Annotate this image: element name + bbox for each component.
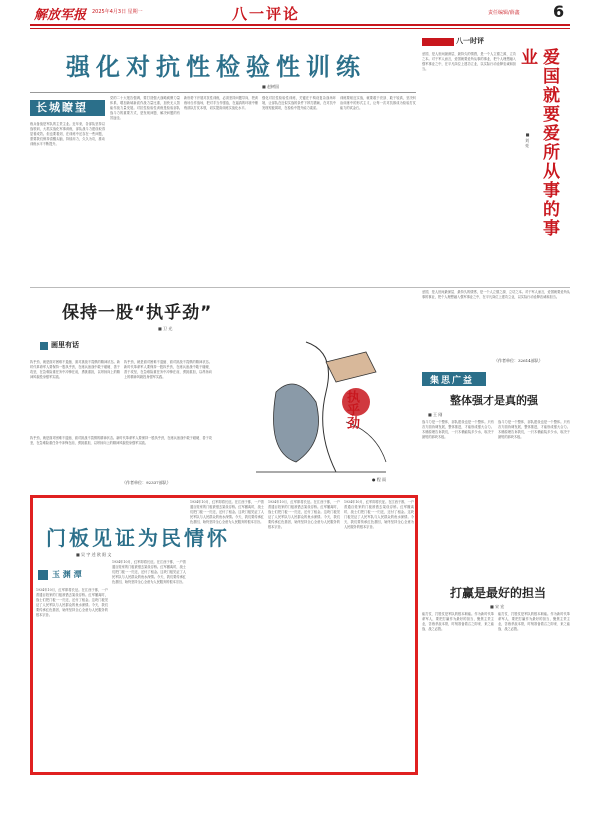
highlight-col-3: 1934年10月，红军即将长征。在江西于都，一户普通百姓家的门板被借去架设浮桥。红军撤离时，战士们把门板一一归还，还付了租金。这块门板见证了人民军队与人民群众的鱼水深情。今天，我们要传承红色基因，始终坚持全心全意为人民服务的根本宗旨。 xyxy=(190,500,264,524)
sidebar xyxy=(420,32,570,282)
sidebar-continuation: 爱国，是人世间最深层、最持久的情感，是一个人立德之源、立功之本。对于军人而言，爱国就要爱所从事的事业，把个人理想融入强军事业之中，在平凡岗位上建功立业，以实际行动诠释忠诚和担当。 xyxy=(422,290,570,299)
middle-article-text-2: 执乎劲，就是面对困难不退缩、面对挑战不畏惧的精神状态。新时代革命军人要保持一股执乎劲，在练兵备战中敢于碰硬、善于攻坚，在急难险重任务中冲锋在前，勇挑重担，以昂扬向上的精神风貌投身强军实践。 xyxy=(30,436,212,445)
sub-column-header xyxy=(30,340,110,354)
highlight-col-4: 1934年10月，红军即将长征。在江西于都，一户普通百姓家的门板被借去架设浮桥。红军撤离时，战士们把门板一一归还，还付了租金。这块门板见证了人民军队与人民群众的鱼水深情。今天，我们要传承红色基因，始终坚持全心全意为人民服务的根本宗旨。 xyxy=(268,500,340,529)
top-article-col-1: 党的二十大报告强调，要打造强大战略威慑力量体系，增加新域新质作战力量比重，加快无人智能作战力量发展。对抗性检验性训练是检验部队战斗力的重要方式，是发现问题、解决问题的有效途径。 xyxy=(110,96,180,120)
top-article-byline: ■ 赵树国 xyxy=(262,84,280,89)
sub-column-title: 画里有话 xyxy=(51,341,79,349)
sidebar-header: 八一时评 xyxy=(456,37,484,45)
cartoon-label: 执乎劲 xyxy=(344,390,359,429)
column-banner: 长城瞭望 xyxy=(30,100,105,116)
middle-article-title: 保持一股“执乎劲” xyxy=(62,303,213,323)
right-mid-title: 整体强才是真的强 xyxy=(450,394,538,407)
highlight-col-1: 1934年10月，红军即将长征。在江西于都，一户普通百姓家的门板被借去架设浮桥。红军撤离时，战士们把门板一一归还，还付了租金。这块门板见证了人民军队与人民群众的鱼水深情。今天，我们要传承红色基因，始终坚持全心全意为人民服务的根本宗旨。 xyxy=(36,588,108,617)
left-column-box xyxy=(30,96,105,278)
kicker-banner xyxy=(36,568,106,582)
editor-line: 责任编辑/薛鑫 xyxy=(488,10,520,16)
left-box-text: 练兵备战是军队的主责主业。近年来，各部队坚持以战领训，大抓实战化军事训练，部队战斗力建设取得显著成效。但也要看到，在训练中还存在一些问题，需要我们保持清醒头脑，持续用力，久久为功，推动训练水平不断提升。 xyxy=(30,122,105,146)
right-mid-text-2: 战斗力是一个整体，部队建设也是一个整体。只有各方面协调发展，整体推进，才能形成强大合力。木桶原理告诉我们，一只木桶能装多少水，取决于最短的那块木板。 xyxy=(498,420,570,439)
right-mid-text: 战斗力是一个整体，部队建设也是一个整体。只有各方面协调发展，整体推进，才能形成强大合力。木桶原理告诉我们，一只木桶能装多少水，取决于最短的那块木板。 xyxy=(422,420,494,439)
right-mid-byline: ■ 王 刚 xyxy=(428,412,443,417)
divider xyxy=(30,92,416,93)
highlight-col-2: 1934年10月，红军即将长征。在江西于都，一户普通百姓家的门板被借去架设浮桥。红军撤离时，战士们把门板一一归还，还付了租金。这块门板见证了人民军队与人民群众的鱼水深情。今天，我们要传承红色基因，始终坚持全心全意为人民服务的根本宗旨。 xyxy=(112,560,186,584)
section-title: 八一评论 xyxy=(232,5,301,23)
collective-column-banner xyxy=(422,372,486,386)
top-article-title: 强化对抗性检验性训练 xyxy=(66,53,366,81)
sidebar-header-bar xyxy=(422,38,454,46)
kicker-marker xyxy=(38,570,48,580)
right-bottom-text: 能打仗、打胜仗是军队的根本职能。作为新时代革命军人，要把打赢作为最好的担当，聚焦主责主业，苦练杀敌本领，时刻准备着召之即来、来之能战、战之必胜。 xyxy=(422,612,494,631)
highlight-col-5: 1934年10月，红军即将长征。在江西于都，一户普通百姓家的门板被借去架设浮桥。红军撤离时，战士们把门板一一归还，还付了租金。这块门板见证了人民军队与人民群众的鱼水深情。今天，我们要传承红色基因，始终坚持全心全意为人民服务的根本宗旨。 xyxy=(344,500,414,529)
sidebar-text-col-1: 爱国，是人世间最深层、最持久的情感，是一个人立德之源、立功之本。对于军人而言，爱国就要爱所从事的事业，把个人理想融入强军事业之中，在平凡岗位上建功立业，以实际行动诠释忠诚和担当。 xyxy=(422,52,516,71)
collective-column-name: 集思广益 xyxy=(430,376,475,386)
sidebar-title: 爱国就要爱所从事的事业 xyxy=(517,48,559,238)
masthead xyxy=(0,0,590,36)
cartoon-illustration xyxy=(216,332,416,488)
middle-article-text: 执乎劲，就是面对困难不退缩、面对挑战不畏惧的精神状态。新时代革命军人要保持一股执乎劲，在练兵备战中敢于碰硬、善于攻坚，在急难险重任务中冲锋在前，勇挑重担，以昂扬向上的精神风貌投身强军实践。 xyxy=(30,360,120,379)
cartoon-credit: ● 程 雨 xyxy=(372,477,387,482)
cartoon-drawing xyxy=(216,332,416,488)
right-bottom-title: 打赢是最好的担当 xyxy=(450,586,547,600)
date-line: 2025年4月3日 星期一 xyxy=(92,9,143,15)
right-bottom-byline: ■ 宋 宏 xyxy=(490,604,505,609)
top-article-col-2: 新形势下开展对抗性训练，必须坚持问题导向，把训练场当作战场，把对手当作强敌，在逼真的环境中锤炼部队打仗本领，切实提高训练实战化水平。 xyxy=(184,96,258,110)
masthead-rule-thin xyxy=(30,28,570,29)
top-article-col-3: 强化对抗性检验性训练，关键在于构设复杂战场环境，让部队在近似实战的条件下摔打磨砺，在对抗中发现短板弱项，在检验中提升能力素质。 xyxy=(262,96,336,110)
kicker-text: 玉 渊 潭 xyxy=(52,570,82,579)
middle-article-footer: （作者单位：92337部队） xyxy=(122,480,171,485)
highlight-article-byline: ■ 吴 宇 述 欧 阳 文 xyxy=(76,552,112,557)
sidebar-footer: （作者单位：32614部队） xyxy=(494,358,543,363)
page-number: 6 xyxy=(553,2,565,21)
middle-article-byline: ■ 卫 光 xyxy=(158,326,173,331)
highlight-article-title: 门板见证为民情怀 xyxy=(46,526,230,550)
section-divider xyxy=(30,287,570,288)
newspaper-logo: 解放军报 xyxy=(34,8,87,23)
sub-column-marker xyxy=(40,342,48,350)
right-bottom-text-2: 能打仗、打胜仗是军队的根本职能。作为新时代革命军人，要把打赢作为最好的担当，聚焦主责主业，苦练杀敌本领，时刻准备着召之即来、来之能战、战之必胜。 xyxy=(498,612,570,631)
masthead-rule xyxy=(30,24,570,26)
middle-article-text-3: 执乎劲，就是面对困难不退缩、面对挑战不畏惧的精神状态。新时代革命军人要保持一股执乎劲，在练兵备战中敢于碰硬、善于攻坚，在急难险重任务中冲锋在前，勇挑重担，以昂扬向上的精神风貌投身强军实践。 xyxy=(124,360,212,379)
sidebar-byline: ■ 刘 亮 xyxy=(525,132,530,148)
top-article-col-4: 训练要贴近实战，就要敢于亮剑、敢于较真，坚决纠治训练中的形式主义，让每一次对抗都成为检验打仗能力的试金石。 xyxy=(340,96,416,110)
